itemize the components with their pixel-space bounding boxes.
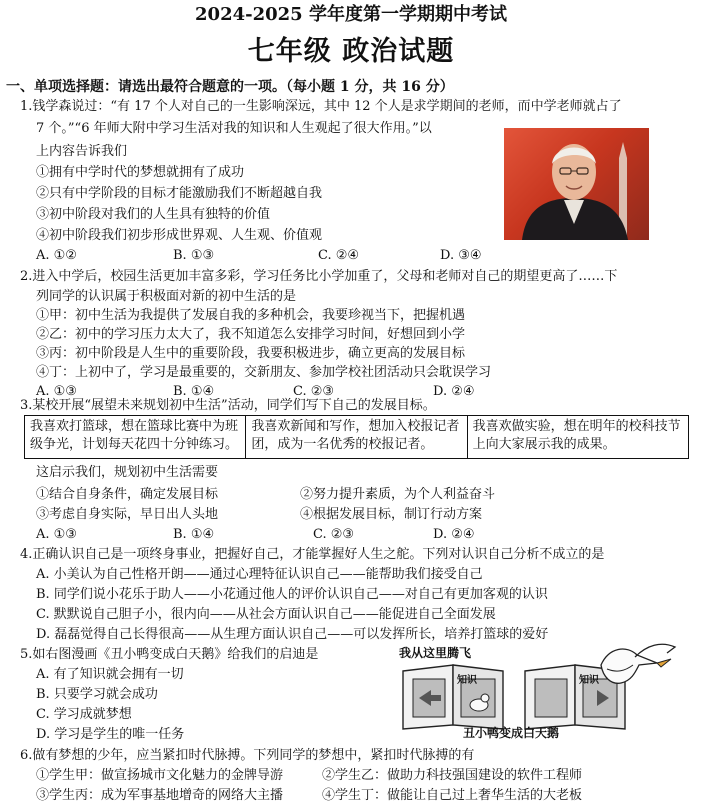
plan-journalism: 我喜欢新闻和写作，想加入校报记者团，成为一名优秀的校报记者。: [246, 416, 467, 458]
q1-statement-1: ①拥有中学时代的梦想就拥有了成功: [36, 165, 245, 180]
q4-option-d[interactable]: D. 磊磊觉得自己长得很高——从生理方面认识自己——可以发挥所长，培养打篮球的爱好: [36, 627, 549, 642]
q6-statement-3: ③学生丙：成为军事基地增奇的网络大主播: [36, 788, 284, 803]
q5-option-a[interactable]: A. 有了知识就会拥有一切: [36, 667, 184, 682]
book-label-left: 知识: [457, 675, 477, 686]
plan-experiment: 我喜欢做实验，想在明年的校科技节上向大家展示我的成果。: [472, 419, 681, 452]
q1-option-d[interactable]: D. ③④: [440, 248, 482, 263]
q3-option-c[interactable]: C. ②③: [313, 527, 355, 542]
q3-statement-3: ③考虑自身实际，早日出人头地: [36, 507, 219, 522]
q3-stem: 3.某校开展“展望未来规划初中生活”活动，同学们写下自己的发展目标。: [20, 398, 436, 413]
q1-option-c[interactable]: C. ②④: [318, 248, 360, 263]
q3-question: 这启示我们，规划初中生活需要: [36, 465, 219, 480]
q4-option-b[interactable]: B. 同学们说小花乐于助人——小花通过他人的评价认识自己——对自己有更加客观的认识: [36, 587, 548, 602]
q2-option-b[interactable]: B. ①④: [173, 384, 215, 399]
q1-stem-line-2: 7 个。”“6 年师大附中学习生活对我的知识和人生观起了很大作用。”以: [36, 121, 432, 136]
q1-option-a[interactable]: A. ①②: [36, 248, 77, 263]
q3-options: [36, 526, 475, 543]
plan-table: [24, 415, 689, 459]
q2-statement-3: ③丙：初中阶段是人生中的重要阶段，我要积极进步，确立更高的发展目标: [36, 346, 466, 361]
q1-option-b[interactable]: B. ①③: [173, 248, 215, 263]
q1-statement-4: ④初中阶段我们初步形成世界观、人生观、价值观: [36, 228, 323, 243]
q2-stem-line-1: 2.进入中学后，校园生活更加丰富多彩，学习任务比小学加重了，父母和老师对自己的期望更高了……下: [20, 269, 618, 284]
q6-statement-4: ④学生丁：做能让自己过上奢华生活的大老板: [322, 788, 583, 803]
section-title: 一、单项选择题：请选出最符合题意的一项。（每小题 1 分，共 16 分）: [6, 79, 454, 95]
q2-statement-4: ④丁：上初中了，学习是最重要的，交新朋友、参加学校社团活动只会耽误学习: [36, 365, 492, 380]
portrait-image: [504, 128, 649, 240]
q1-statement-2: ②只有中学阶段的目标才能激励我们不断超越自我: [36, 186, 323, 201]
q1-options: [36, 247, 482, 264]
comic-illustration: [395, 643, 695, 743]
q6-stem: 6.做有梦想的少年，应当紧扣时代脉搏。下列同学的梦想中，紧扣时代脉搏的有: [20, 748, 475, 763]
q2-option-d[interactable]: D. ②④: [433, 384, 475, 399]
book-label-right: 知识: [579, 675, 599, 686]
portrait-svg: [504, 128, 649, 240]
q2-option-a[interactable]: A. ①③: [36, 384, 77, 399]
q2-statement-1: ①甲：初中生活为我提供了发展自我的多种机会，我要珍视当下，把握机遇: [36, 308, 466, 323]
q1-stem-line-3: 上内容告诉我们: [36, 144, 128, 159]
q6-statement-2: ②学生乙：做助力科技强国建设的软件工程师: [322, 768, 583, 783]
q4-option-a[interactable]: A. 小美认为自己性格开朗——通过心理特征认识自己——能帮助我们接受自己: [36, 567, 483, 582]
q5-option-c[interactable]: C. 学习成就梦想: [36, 707, 132, 722]
q3-statement-2: ②努力提升素质，为个人利益奋斗: [300, 487, 496, 502]
q6-statement-1: ①学生甲：做宣扬城市文化魅力的金牌导游: [36, 768, 284, 783]
q1-statement-3: ③初中阶段对我们的人生具有独特的价值: [36, 207, 271, 222]
comic-caption: 丑小鸭变成白天鹅: [463, 726, 560, 740]
q4-stem: 4.正确认识自己是一项终身事业，把握好自己，才能掌握好人生之舵。下列对认识自己分析不成立的是: [20, 547, 605, 562]
q2-statement-2: ②乙：初中的学习压力太大了，我不知道怎么安排学习时间，好想回到小学: [36, 327, 466, 342]
q3-statement-1: ①结合自身条件，确定发展目标: [36, 487, 219, 502]
q3-option-d[interactable]: D. ②④: [433, 527, 475, 542]
q1-stem-line-1: 1.钱学森说过：“有 17 个人对自己的一生影响深远，其中 12 个人是求学期间的老师，而中学老师就占了: [20, 99, 622, 114]
q3-option-a[interactable]: A. ①③: [36, 527, 77, 542]
q5-option-b[interactable]: B. 只要学习就会成功: [36, 687, 158, 702]
q4-option-c[interactable]: C. 默默说自己胆子小，很内向——从社会方面认识自己——能促进自己全面发展: [36, 607, 496, 622]
plan-basketball: 我喜欢打篮球，想在篮球比赛中为班级争光，计划每天花四十分钟练习。: [25, 416, 246, 458]
q5-stem: 5.如右图漫画《丑小鸭变成白天鹅》给我们的启迪是: [20, 647, 319, 662]
q5-option-d[interactable]: D. 学习是学生的唯一任务: [36, 727, 185, 742]
q2-option-c[interactable]: C. ②③: [293, 384, 335, 399]
q2-stem-line-2: 列同学的认识属于积极面对新的初中生活的是: [36, 289, 297, 304]
subject-title: 七年级 政治试题: [247, 36, 455, 67]
comic-title: 我从这里腾飞: [399, 646, 472, 660]
exam-title: 2024-2025 学年度第一学期期中考试: [195, 4, 507, 25]
q3-option-b[interactable]: B. ①④: [173, 527, 215, 542]
q3-statement-4: ④根据发展目标，制订行动方案: [300, 507, 483, 522]
